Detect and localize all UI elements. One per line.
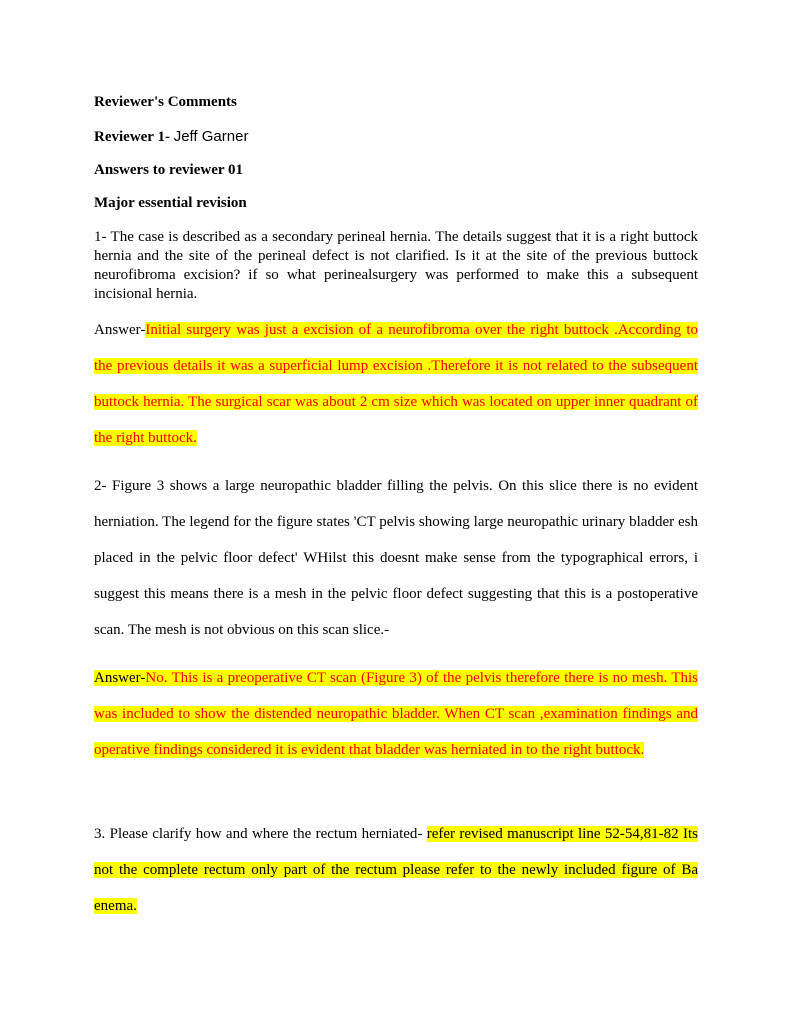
question-2: 2- Figure 3 shows a large neuropathic bladder filling the pelvis. On this slice there is no evident herniation. The legend for the figure states 'CT pelvis showing large neuropathic urinary bladder esh placed in the pelvic floor defect' WHilst this doesnt make sense from the typographical errors, i suggest this means there is a mesh in the pelvic floor defect suggesting that this is a postoperative scan. The mesh is not obvious on this scan slice.- — [94, 478, 698, 638]
answer-3-text: refer revised manuscript line 52-54,81-82 Its not the complete rectum only part of the rectum please refer to the newly included figure of Ba enema. — [94, 826, 698, 914]
reviewer-line — [94, 127, 698, 147]
answer-2-label: Answer- — [94, 670, 146, 686]
answer-1-label: Answer- — [94, 322, 146, 338]
question-3 — [94, 816, 698, 924]
reviewer-label: Reviewer 1- — [94, 129, 174, 145]
answer-1 — [94, 312, 698, 456]
answer-1-text: Initial surgery was just a excision of a neurofibroma over the right buttock .According to the previous details it was a superficial lump excision .Therefore it is not related to the subsequent buttock hernia. The surgical scar was about 2 cm size which was located on upper inner quadrant of the right buttock. — [94, 322, 698, 446]
answer-2-text: No. This is a preoperative CT scan (Figure 3) of the pelvis therefore there is no mesh. This was included to show the distended neuropathic bladder. When CT scan ,examination findings and operative findings considered it is evident that bladder was herniated in to the right buttock. — [94, 670, 698, 758]
answers-heading: Answers to reviewer 01 — [94, 162, 243, 178]
major-revision-heading: Major essential revision — [94, 195, 247, 211]
question-1: 1- The case is described as a secondary perineal hernia. The details suggest that it is a right buttock hernia and the site of the perineal defect is not clarified. Is it at the site of the previous buttock neurofibroma excision? if so what perinealsurgery was performed to make this a subsequent incisional hernia. — [94, 229, 698, 302]
question-3-text: 3. Please clarify how and where the rectum herniated- — [94, 826, 427, 842]
reviewer-name: Jeff Garner — [173, 128, 249, 145]
document-title: Reviewer's Comments — [94, 94, 237, 110]
answer-2 — [94, 660, 698, 768]
